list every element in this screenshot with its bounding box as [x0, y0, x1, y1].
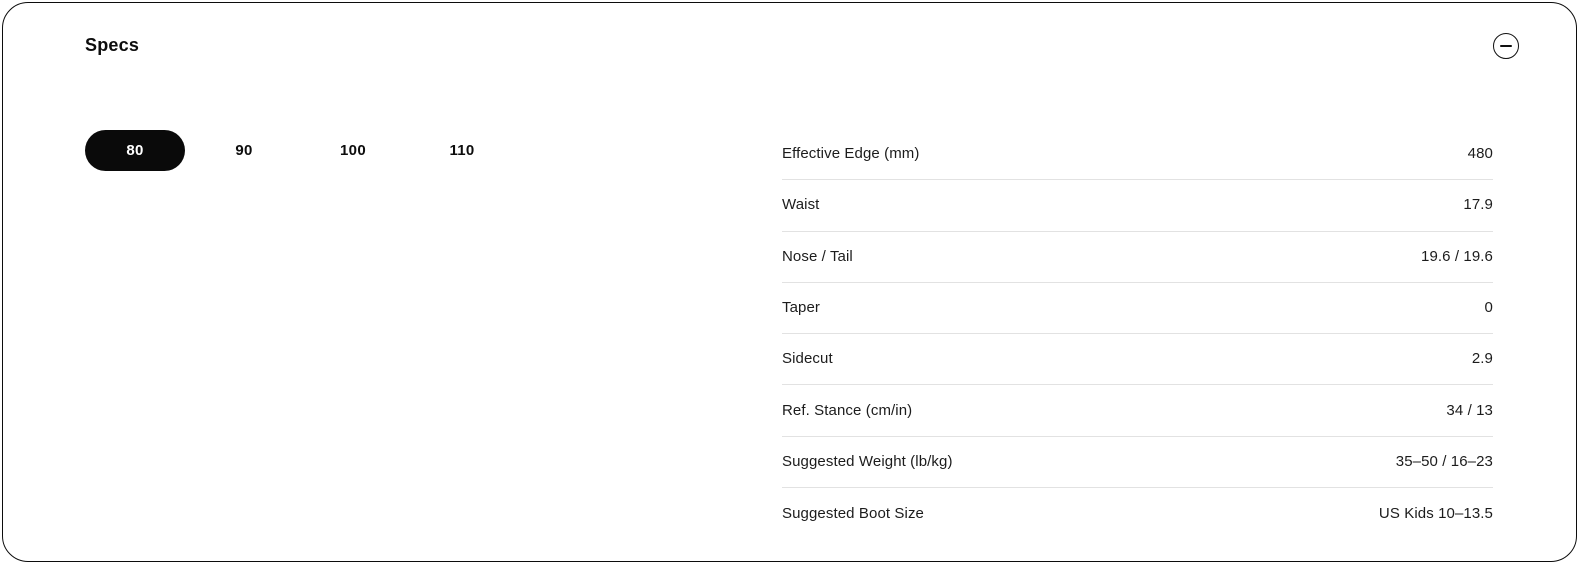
- spec-value: US Kids 10–13.5: [1378, 504, 1493, 522]
- spec-value: 0: [1484, 299, 1493, 317]
- table-row: [782, 488, 1493, 539]
- spec-value: 2.9: [1471, 350, 1493, 368]
- spec-label: Waist: [782, 196, 820, 214]
- table-row: [782, 232, 1493, 283]
- spec-value: 480: [1467, 145, 1493, 163]
- table-row: [782, 437, 1493, 488]
- spec-value: 34 / 13: [1446, 401, 1493, 419]
- table-row: [782, 334, 1493, 385]
- size-option-100[interactable]: 100: [303, 130, 403, 171]
- minus-icon: [1500, 45, 1512, 47]
- table-row: [782, 283, 1493, 334]
- size-option-90[interactable]: 90: [194, 130, 294, 171]
- spec-label: Sidecut: [782, 350, 833, 368]
- spec-value: 35–50 / 16–23: [1395, 452, 1493, 470]
- table-row: [782, 180, 1493, 231]
- spec-label: Taper: [782, 299, 821, 317]
- size-selector: [85, 130, 512, 171]
- spec-label: Effective Edge (mm): [782, 145, 920, 163]
- spec-value: 19.6 / 19.6: [1421, 247, 1493, 265]
- spec-label: Suggested Boot Size: [782, 504, 924, 522]
- spec-table: [782, 129, 1493, 539]
- collapse-section-button[interactable]: [1493, 33, 1519, 59]
- page-title: Specs: [85, 35, 140, 55]
- spec-value: 17.9: [1463, 196, 1493, 214]
- table-row: [782, 385, 1493, 436]
- size-option-110[interactable]: 110: [412, 130, 512, 171]
- spec-label: Ref. Stance (cm/in): [782, 401, 913, 419]
- size-option-80[interactable]: 80: [85, 130, 185, 171]
- spec-label: Nose / Tail: [782, 247, 853, 265]
- spec-label: Suggested Weight (lb/kg): [782, 452, 953, 470]
- table-row: [782, 129, 1493, 180]
